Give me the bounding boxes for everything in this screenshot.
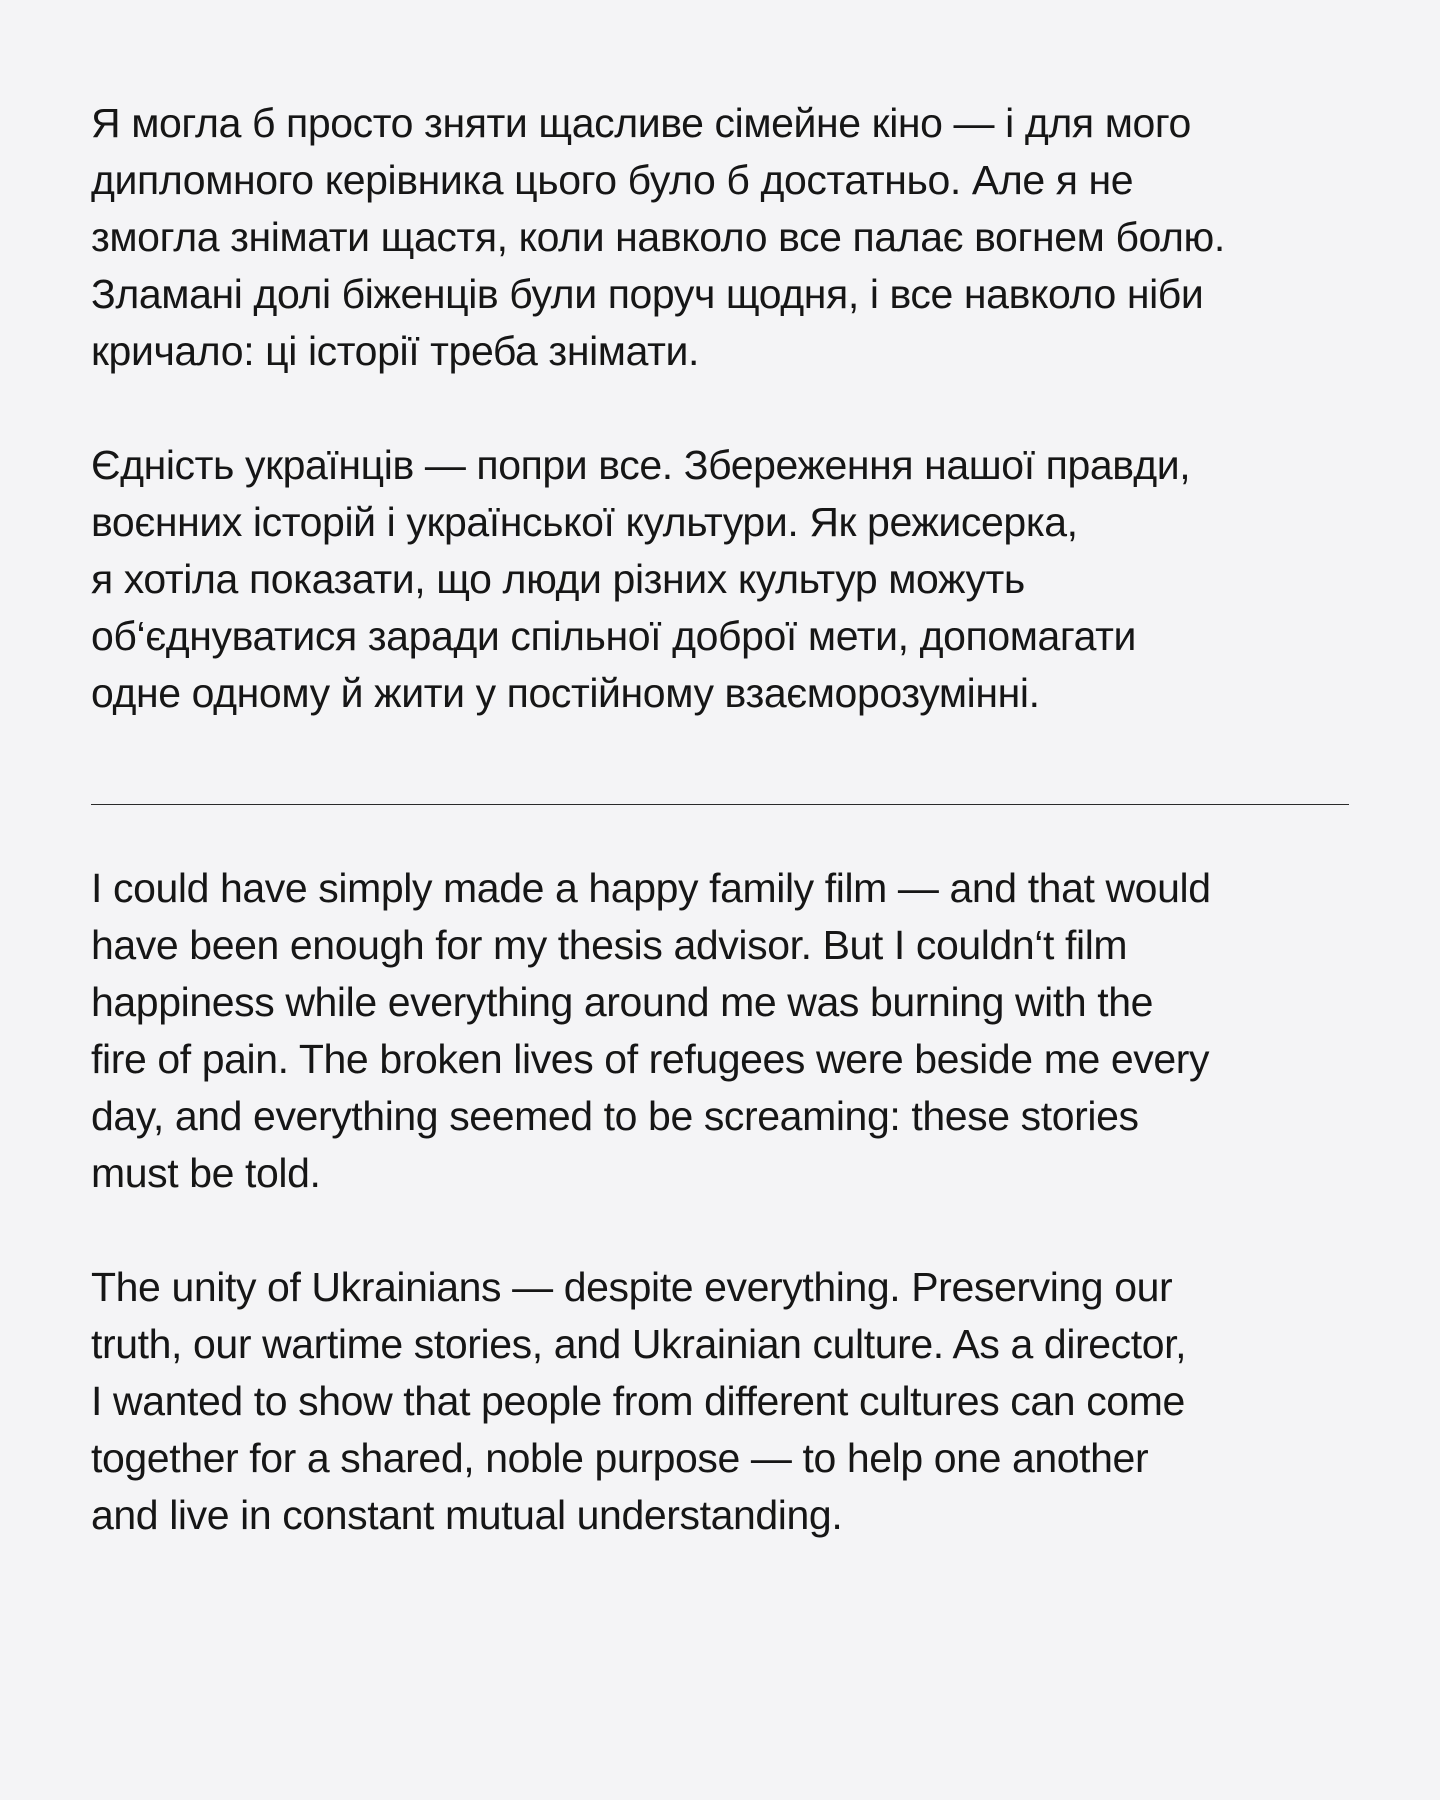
text-line: Єдність українців — попри все. Збереження нашої правди, — [91, 442, 1191, 488]
text-line: об‘єднуватися заради спільної доброї мети, допомагати — [91, 613, 1136, 659]
ukrainian-text-section — [91, 95, 1225, 722]
text-line: кричало: ці історії треба знімати. — [91, 328, 699, 374]
text-line: truth, our wartime stories, and Ukrainian culture. As a director, — [91, 1321, 1187, 1367]
text-line: The unity of Ukrainians — despite everything. Preserving our — [91, 1264, 1173, 1310]
text-line: я хотіла показати, що люди різних культур можуть — [91, 556, 1025, 602]
english-text-section — [91, 860, 1211, 1544]
text-line: воєнних історій і української культури. Як режисерка, — [91, 499, 1078, 545]
section-divider — [91, 804, 1349, 805]
text-line: I wanted to show that people from different cultures can come — [91, 1378, 1185, 1424]
text-line: day, and everything seemed to be screaming: these stories — [91, 1093, 1139, 1139]
text-line: and live in constant mutual understanding. — [91, 1492, 843, 1538]
text-line: happiness while everything around me was burning with the — [91, 979, 1154, 1025]
english-paragraph-1 — [91, 860, 1211, 1202]
text-line: must be told. — [91, 1150, 321, 1196]
text-line: fire of pain. The broken lives of refugees were beside me every — [91, 1036, 1210, 1082]
text-line: Я могла б просто зняти щасливе сімейне кіно — і для мого — [91, 100, 1191, 146]
text-line: have been enough for my thesis advisor. But I couldn‘t film — [91, 922, 1128, 968]
text-line: together for a shared, noble purpose — to help one another — [91, 1435, 1149, 1481]
text-line: Зламані долі біженців були поруч щодня, і все навколо ніби — [91, 271, 1204, 317]
text-line: одне одному й жити у постійному взаєморозумінні. — [91, 670, 1040, 716]
ukrainian-paragraph-2 — [91, 437, 1225, 722]
text-line: дипломного керівника цього було б достатньо. Але я не — [91, 157, 1134, 203]
english-paragraph-2 — [91, 1259, 1211, 1544]
text-line: змогла знімати щастя, коли навколо все палає вогнем болю. — [91, 214, 1225, 260]
ukrainian-paragraph-1 — [91, 95, 1225, 380]
text-line: I could have simply made a happy family film — and that would — [91, 865, 1211, 911]
